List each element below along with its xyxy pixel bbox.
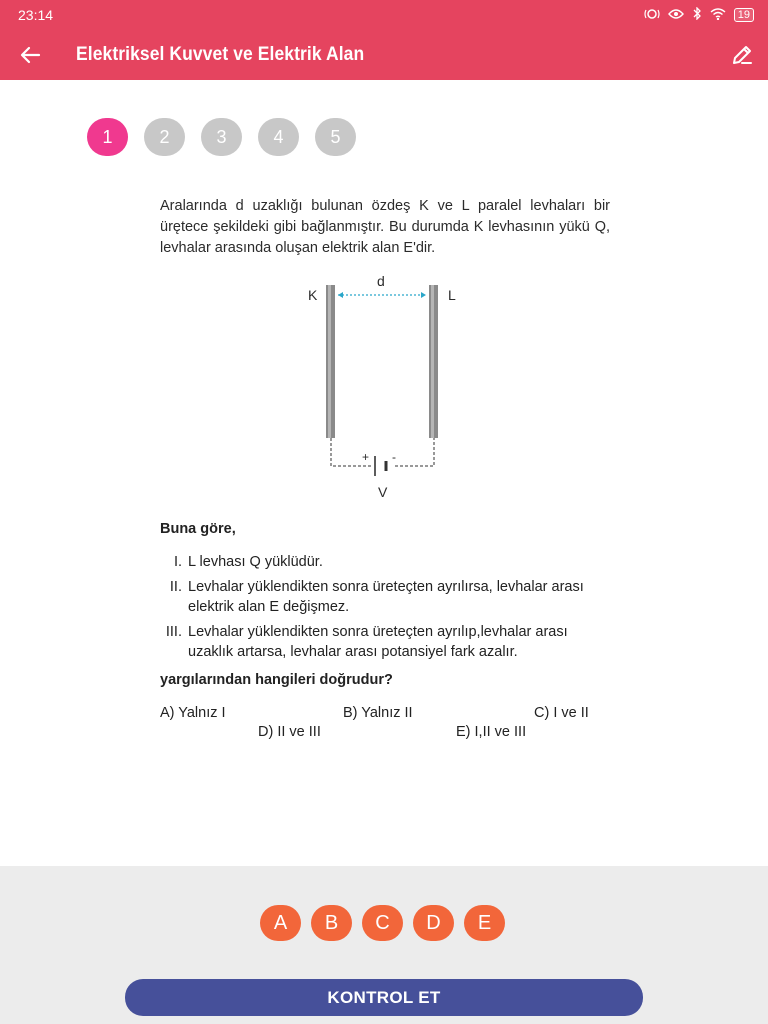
- battery-icon: 19: [734, 8, 754, 22]
- wire: [331, 438, 434, 466]
- answer-c-button[interactable]: C: [362, 905, 403, 941]
- bluetooth-icon: [692, 7, 702, 23]
- answer-choices: [260, 905, 505, 941]
- label-minus: -: [392, 450, 396, 464]
- back-button[interactable]: [18, 42, 44, 68]
- question-prompt: yargılarından hangileri doğrudur?: [160, 672, 393, 688]
- wifi-icon: [710, 8, 726, 23]
- pencil-icon: [730, 43, 754, 67]
- statement-text: Levhalar yüklendikten sonra üreteçten ayrılıp,levhalar arası uzaklık artarsa, levhalar arası potansiyel fark azalır.: [188, 624, 568, 660]
- statement-number: III.: [165, 624, 182, 640]
- statement-2: [160, 577, 610, 615]
- status-time: 23:14: [18, 7, 54, 23]
- statement-text: L levhası Q yüklüdür.: [188, 554, 323, 570]
- status-bar: [0, 0, 768, 30]
- answer-a-button[interactable]: A: [260, 905, 301, 941]
- option-a: A) Yalnız I: [160, 705, 226, 721]
- answer-b-button[interactable]: B: [311, 905, 352, 941]
- statement-number: I.: [173, 554, 182, 570]
- eye-icon: [668, 8, 684, 23]
- status-icons: [644, 7, 754, 23]
- step-1[interactable]: 1: [87, 118, 128, 156]
- edit-button[interactable]: [730, 43, 754, 67]
- step-3[interactable]: 3: [201, 118, 242, 156]
- step-2[interactable]: 2: [144, 118, 185, 156]
- answer-e-button[interactable]: E: [464, 905, 505, 941]
- statement-text: Levhalar yüklendikten sonra üreteçten ayrılırsa, levhalar arası elektrik alan E değişmez.: [188, 579, 584, 615]
- label-plus: +: [362, 450, 370, 464]
- statement-3: [160, 622, 610, 660]
- arrow-left-icon: [18, 42, 44, 68]
- statement-number: II.: [169, 579, 182, 595]
- label-l: L: [448, 287, 456, 303]
- check-button[interactable]: KONTROL ET: [125, 979, 643, 1016]
- nfc-icon: [644, 8, 660, 23]
- question-steps: [87, 118, 356, 156]
- buna-gore: Buna göre,: [160, 521, 236, 537]
- step-5[interactable]: 5: [315, 118, 356, 156]
- label-v: V: [378, 484, 388, 500]
- option-c: C) I ve II: [534, 705, 589, 721]
- step-4[interactable]: 4: [258, 118, 299, 156]
- circuit-diagram: [300, 270, 480, 505]
- answer-d-button[interactable]: D: [413, 905, 454, 941]
- label-d: d: [377, 273, 385, 289]
- question-body: [160, 196, 610, 259]
- capacitor-figure: [300, 270, 480, 505]
- page-title: Elektriksel Kuvvet ve Elektrik Alan: [76, 44, 365, 65]
- label-k: K: [308, 287, 318, 303]
- option-b: B) Yalnız II: [343, 705, 413, 721]
- question-text: Aralarında d uzaklığı bulunan özdeş K ve L paralel levhaları bir ürętece şekildeki gibi bağlanmıştır. Bu durumda K levhasının yükü Q, levhalar arasında oluşan elektrik alan E'dir.: [160, 198, 610, 256]
- option-d: D) II ve III: [258, 724, 321, 740]
- app-bar: [0, 30, 768, 80]
- option-e: E) I,II ve III: [456, 724, 527, 740]
- statement-1: [160, 552, 610, 572]
